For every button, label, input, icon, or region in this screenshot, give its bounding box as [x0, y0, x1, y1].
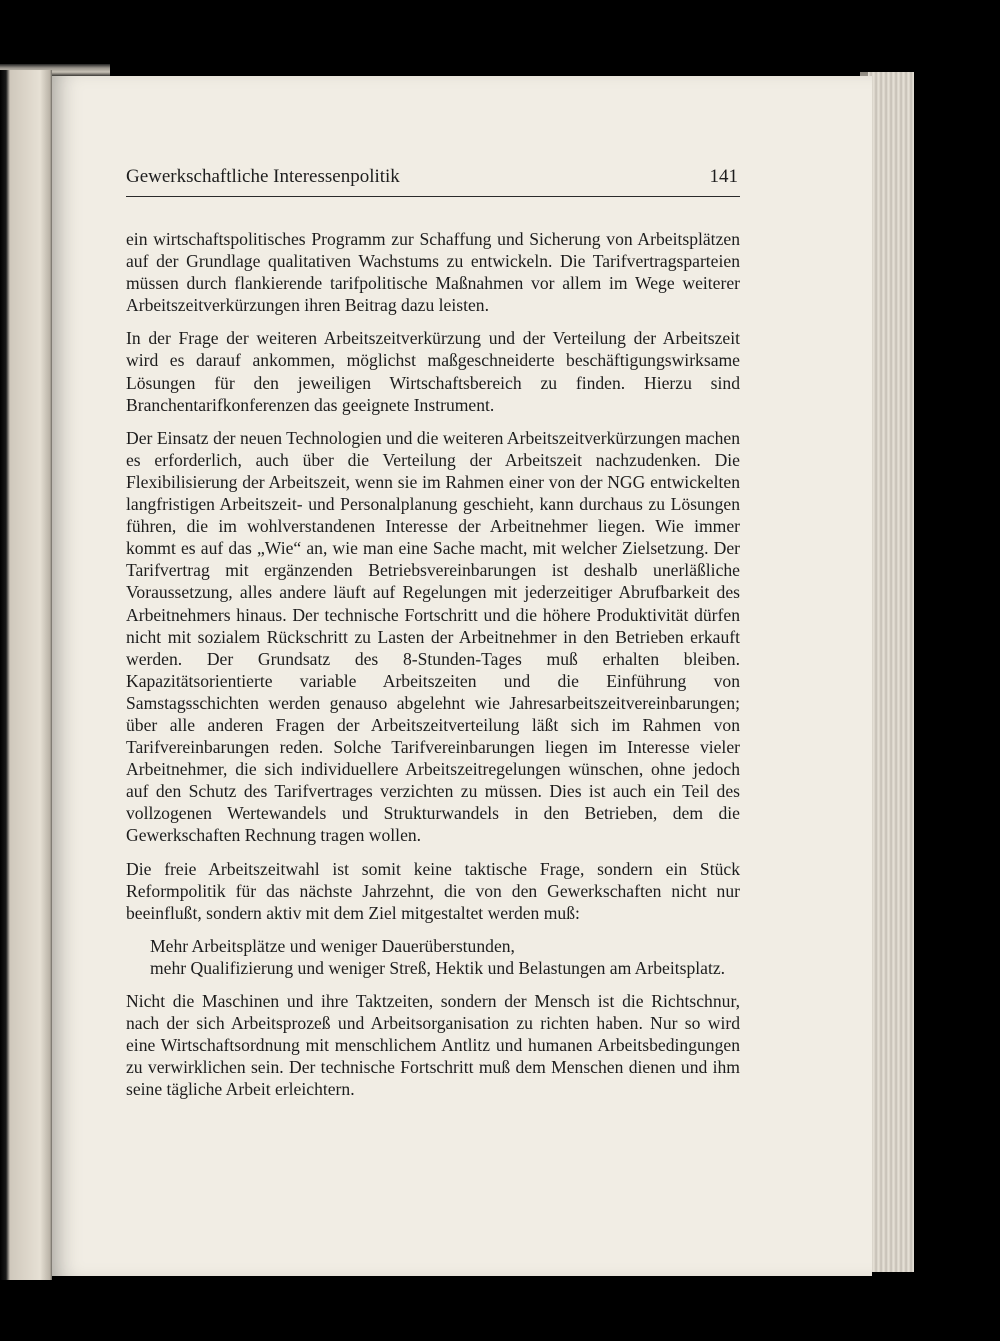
list-item: Mehr Arbeitsplätze und weniger Dauerüberstunden, — [150, 935, 515, 956]
page-stack-edge — [868, 72, 914, 1272]
paragraph-3: Der Einsatz der neuen Technologien und die weiteren Arbeitszeitverkürzungen machen es erforderlich, auch über die Verteilung der Arbeitszeit nachzudenken. Die Flexibilisierung der Arbeitszeit, wenn sie im Rahmen einer von der NGG entwickelten langfristigen Arbeitszeit- und Personalplanung geschieht, kann durchaus zu Lösungen führen, die im wohlverstandenen Interesse der Arbeitnehmer liegen. Wie immer kommt es auf das „Wie“ an, wie man eine Sache macht, mit welcher Zielsetzung. Der Tarifvertrag mit ergänzenden Betriebsvereinbarungen ist deshalb unerläßliche Voraussetzung, alles andere läuft auf Regelungen mit jederzeitiger Abrufbarkeit des Arbeitnehmers hinaus. Der technische Fortschritt und die höhere Produktivität dürfen nicht mit sozialem Rückschritt zu Lasten der Arbeitnehmer in den Betrieben erkauft werden. Der Grundsatz des 8-Stunden-Tages muß erhalten bleiben. Kapazitätsorientierte variable Arbeitszeiten und die Einführung von Samstagsschichten werden genauso abgelehnt wie Jahresarbeitszeitvereinbarungen; über alle anderen Fragen der Arbeitszeitverteilung läßt sich im Rahmen von Tarifvereinbarungen reden. Solche Tarifvereinbarungen liegen im Interesse vieler Arbeitnehmer, die sich individuellere Arbeitszeitregelungen wünschen, ohne jedoch auf den Schutz des Tarifvertrages verzichten zu müssen. Dies ist auch ein Teil des vollzogenen Wertewandels und Strukturwandels in den Betrieben, dem die Gewerkschaften Rechnung tragen wollen. — [126, 427, 740, 846]
paragraph-2: In der Frage der weiteren Arbeitszeitverkürzung und der Verteilung der Arbeitszeit wird es darauf ankommen, möglichst maßgeschneiderte beschäftigungswirksame Lösungen für den jeweiligen Wirtschaftsbereich zu finden. Hierzu sind Branchentarifkonferenzen das geeignete Instrument. — [126, 328, 740, 415]
page-number: 141 — [709, 166, 738, 187]
closing-paragraph: Nicht die Maschinen und ihre Taktzeiten, sondern der Mensch ist die Richtschnur, nach der sich Arbeitsprozeß und Arbeitsorganisation zu richten haben. Nur so wird eine Wirtschaftsordnung mit menschlichem Antlitz und humanen Arbeitsbedingungen zu verwirklichen sein. Der technische Fortschritt muß dem Menschen dienen und ihm seine tägliche Arbeit erleichtern. — [126, 991, 740, 1100]
list-item: mehr Qualifizierung und weniger Streß, Hektik und Belastungen am Arbeitsplatz. — [150, 957, 726, 978]
left-page-spine — [0, 70, 52, 1280]
paragraph-4: Die freie Arbeitszeitwahl ist somit keine taktische Frage, sondern ein Stück Reformpolitik für das nächste Jahrzehnt, die von den Gewerkschaften nicht nur beeinflußt, sondern aktiv mit dem Ziel mitgestaltet werden muß: — [126, 858, 740, 923]
running-title: Gewerkschaftliche Interessenpolitik — [126, 166, 400, 187]
page-body — [126, 228, 740, 1111]
running-header — [126, 162, 740, 197]
paragraph-1: ein wirtschaftspolitisches Programm zur Schaffung und Sicherung von Arbeitsplätzen auf der Grundlage qualitativen Wachstums zu entwickeln. Die Tarifvertragsparteien müssen durch flankierende tarifpolitische Maßnahmen vor allem im Wege weiterer Arbeitszeitverkürzungen ihren Beitrag dazu leisten. — [126, 229, 740, 316]
